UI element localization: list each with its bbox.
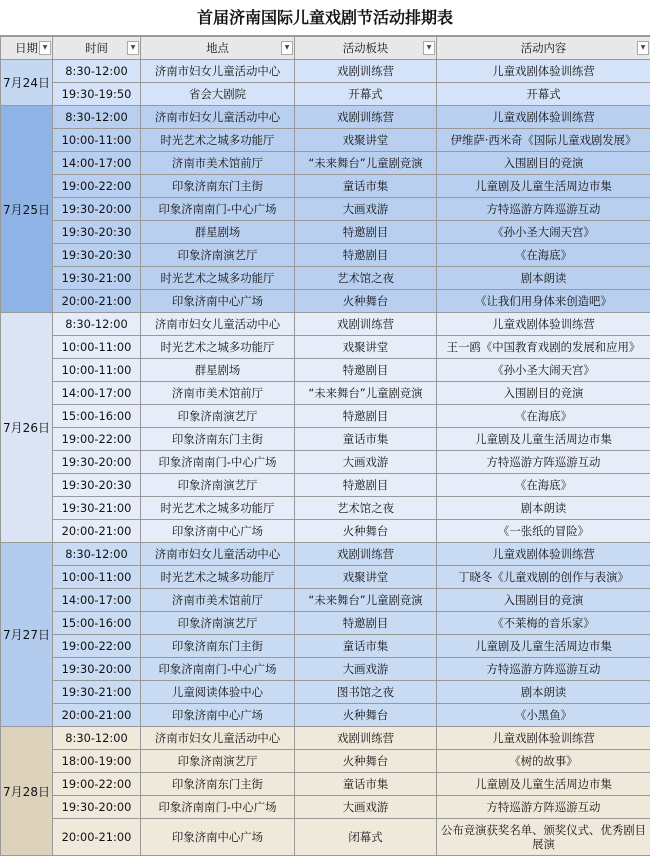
cell-section[interactable]: 火种舞台: [295, 520, 437, 543]
cell-section[interactable]: 戏剧训练营: [295, 106, 437, 129]
table-row: [1, 198, 650, 221]
cell-content[interactable]: 《在海底》: [437, 474, 650, 497]
cell-location[interactable]: 印象济南东门主街: [141, 175, 295, 198]
dropdown-arrow-icon[interactable]: ▼: [127, 41, 139, 55]
cell-section[interactable]: 戏剧训练营: [295, 60, 437, 83]
table-row: [1, 221, 650, 244]
table-row: [1, 474, 650, 497]
cell-location[interactable]: 印象济南演艺厅: [141, 244, 295, 267]
table-row: [1, 244, 650, 267]
cell-content[interactable]: 儿童戏剧体验训练营: [437, 313, 650, 336]
cell-location[interactable]: 时光艺术之城多功能厅: [141, 129, 295, 152]
header-location[interactable]: [141, 37, 295, 60]
table-row: [1, 819, 650, 856]
header-label: 活动板块: [343, 41, 389, 55]
header-label: 地点: [206, 41, 229, 55]
cell-time[interactable]: 14:00-17:00: [53, 152, 141, 175]
cell-section[interactable]: 大画戏游: [295, 198, 437, 221]
cell-time[interactable]: 8:30-12:00: [53, 543, 141, 566]
cell-time[interactable]: 8:30-12:00: [53, 60, 141, 83]
table-row: [1, 175, 650, 198]
cell-location[interactable]: 济南市美术馆前厅: [141, 382, 295, 405]
cell-time[interactable]: 20:00-21:00: [53, 704, 141, 727]
table-row: [1, 359, 650, 382]
table-row: [1, 704, 650, 727]
cell-location[interactable]: 印象济南演艺厅: [141, 750, 295, 773]
cell-content[interactable]: 开幕式: [437, 83, 650, 106]
header-label: 日期: [15, 41, 38, 55]
cell-section[interactable]: 童话市集: [295, 635, 437, 658]
table-row: [1, 520, 650, 543]
cell-time[interactable]: 20:00-21:00: [53, 520, 141, 543]
header-content[interactable]: [437, 37, 650, 60]
table-row: [1, 129, 650, 152]
cell-content[interactable]: 儿童戏剧体验训练营: [437, 106, 650, 129]
dropdown-arrow-icon[interactable]: ▼: [39, 41, 51, 55]
cell-content[interactable]: 《孙小圣大闹天宫》: [437, 221, 650, 244]
cell-section[interactable]: 火种舞台: [295, 704, 437, 727]
cell-time[interactable]: 19:30-21:00: [53, 681, 141, 704]
cell-location[interactable]: 时光艺术之城多功能厅: [141, 267, 295, 290]
cell-time[interactable]: 19:00-22:00: [53, 175, 141, 198]
table-row: [1, 83, 650, 106]
header-date[interactable]: [1, 37, 53, 60]
cell-content[interactable]: 方特巡游方阵巡游互动: [437, 796, 650, 819]
cell-content[interactable]: 儿童戏剧体验训练营: [437, 727, 650, 750]
cell-content[interactable]: 丁晓冬《儿童戏剧的创作与表演》: [437, 566, 650, 589]
cell-section[interactable]: 开幕式: [295, 83, 437, 106]
cell-time[interactable]: 8:30-12:00: [53, 727, 141, 750]
cell-location[interactable]: 印象济南南门-中心广场: [141, 198, 295, 221]
cell-time[interactable]: 10:00-11:00: [53, 129, 141, 152]
cell-date[interactable]: 7月26日: [1, 313, 53, 543]
cell-content[interactable]: 儿童戏剧体验训练营: [437, 543, 650, 566]
cell-location[interactable]: 印象济南中心广场: [141, 290, 295, 313]
cell-time[interactable]: 19:30-19:50: [53, 83, 141, 106]
cell-location[interactable]: 时光艺术之城多功能厅: [141, 336, 295, 359]
table-row: [1, 451, 650, 474]
cell-time[interactable]: 14:00-17:00: [53, 382, 141, 405]
cell-section[interactable]: 特邀剧目: [295, 221, 437, 244]
cell-time[interactable]: 8:30-12:00: [53, 106, 141, 129]
cell-location[interactable]: 印象济南中心广场: [141, 520, 295, 543]
table-row: [1, 612, 650, 635]
cell-section[interactable]: 艺术馆之夜: [295, 267, 437, 290]
cell-content[interactable]: 《在海底》: [437, 244, 650, 267]
table-row: [1, 405, 650, 428]
table-row: [1, 658, 650, 681]
cell-location[interactable]: 儿童阅读体验中心: [141, 681, 295, 704]
table-row: [1, 750, 650, 773]
table-row: [1, 382, 650, 405]
cell-content[interactable]: 儿童剧及儿童生活周边市集: [437, 175, 650, 198]
dropdown-arrow-icon[interactable]: ▼: [423, 41, 435, 55]
cell-content[interactable]: 方特巡游方阵巡游互动: [437, 198, 650, 221]
cell-location[interactable]: 济南市妇女儿童活动中心: [141, 543, 295, 566]
cell-time[interactable]: 15:00-16:00: [53, 612, 141, 635]
cell-time[interactable]: 19:00-22:00: [53, 428, 141, 451]
cell-date[interactable]: 7月24日: [1, 60, 53, 106]
cell-location[interactable]: 印象济南南门-中心广场: [141, 796, 295, 819]
cell-section[interactable]: 大画戏游: [295, 796, 437, 819]
cell-section[interactable]: “未来舞台”儿童剧竞演: [295, 152, 437, 175]
cell-location[interactable]: 印象济南南门-中心广场: [141, 658, 295, 681]
cell-section[interactable]: 特邀剧目: [295, 359, 437, 382]
schedule-table: [0, 36, 650, 856]
page-title: 首届济南国际儿童戏剧节活动排期表: [0, 0, 650, 36]
cell-location[interactable]: 印象济南演艺厅: [141, 474, 295, 497]
cell-time[interactable]: 18:00-19:00: [53, 750, 141, 773]
table-row: [1, 497, 650, 520]
cell-content[interactable]: 《在海底》: [437, 405, 650, 428]
cell-content[interactable]: 入围剧目的竞演: [437, 589, 650, 612]
table-row: [1, 796, 650, 819]
table-row: [1, 543, 650, 566]
cell-section[interactable]: 火种舞台: [295, 290, 437, 313]
cell-content[interactable]: 《孙小圣大闹天宫》: [437, 359, 650, 382]
cell-content[interactable]: 《小黑鱼》: [437, 704, 650, 727]
cell-section[interactable]: 特邀剧目: [295, 612, 437, 635]
cell-time[interactable]: 10:00-11:00: [53, 336, 141, 359]
header-label: 时间: [85, 41, 108, 55]
cell-content[interactable]: 剧本朗读: [437, 497, 650, 520]
cell-section[interactable]: 戏剧训练营: [295, 313, 437, 336]
cell-location[interactable]: 济南市妇女儿童活动中心: [141, 60, 295, 83]
cell-content[interactable]: 方特巡游方阵巡游互动: [437, 658, 650, 681]
cell-time[interactable]: 19:30-20:00: [53, 451, 141, 474]
cell-section[interactable]: 闭幕式: [295, 819, 437, 856]
cell-location[interactable]: 印象济南中心广场: [141, 704, 295, 727]
cell-content[interactable]: 《不莱梅的音乐家》: [437, 612, 650, 635]
cell-section[interactable]: 特邀剧目: [295, 244, 437, 267]
cell-section[interactable]: 戏聚讲堂: [295, 129, 437, 152]
cell-time[interactable]: 19:30-21:00: [53, 267, 141, 290]
table-row: [1, 267, 650, 290]
cell-section[interactable]: 艺术馆之夜: [295, 497, 437, 520]
cell-location[interactable]: 印象济南演艺厅: [141, 405, 295, 428]
cell-section[interactable]: 童话市集: [295, 428, 437, 451]
table-header: [1, 37, 650, 60]
cell-section[interactable]: “未来舞台”儿童剧竞演: [295, 382, 437, 405]
cell-content[interactable]: 《让我们用身体来创造吧》: [437, 290, 650, 313]
header-label: 活动内容: [521, 41, 567, 55]
table-row: [1, 313, 650, 336]
table-body: [1, 60, 650, 856]
table-row: [1, 773, 650, 796]
cell-time[interactable]: 19:30-20:30: [53, 244, 141, 267]
cell-time[interactable]: 10:00-11:00: [53, 359, 141, 382]
cell-location[interactable]: 印象济南中心广场: [141, 819, 295, 856]
table-row: [1, 152, 650, 175]
cell-time[interactable]: 20:00-21:00: [53, 819, 141, 856]
cell-section[interactable]: 火种舞台: [295, 750, 437, 773]
cell-time[interactable]: 19:30-20:30: [53, 221, 141, 244]
cell-date[interactable]: 7月27日: [1, 543, 53, 727]
cell-section[interactable]: 戏剧训练营: [295, 727, 437, 750]
cell-date[interactable]: 7月28日: [1, 727, 53, 856]
cell-location[interactable]: 印象济南东门主街: [141, 635, 295, 658]
header-section[interactable]: [295, 37, 437, 60]
cell-time[interactable]: 20:00-21:00: [53, 290, 141, 313]
cell-section[interactable]: 戏聚讲堂: [295, 566, 437, 589]
cell-section[interactable]: “未来舞台”儿童剧竞演: [295, 589, 437, 612]
table-row: [1, 106, 650, 129]
cell-content[interactable]: 剧本朗读: [437, 267, 650, 290]
cell-content[interactable]: 《一张纸的冒险》: [437, 520, 650, 543]
cell-section[interactable]: 特邀剧目: [295, 405, 437, 428]
cell-location[interactable]: 印象济南东门主街: [141, 428, 295, 451]
cell-location[interactable]: 济南市美术馆前厅: [141, 152, 295, 175]
dropdown-arrow-icon[interactable]: ▼: [281, 41, 293, 55]
cell-content[interactable]: 剧本朗读: [437, 681, 650, 704]
cell-content[interactable]: 伊维萨·西米奇《国际儿童戏剧发展》: [437, 129, 650, 152]
cell-location[interactable]: 群星剧场: [141, 359, 295, 382]
cell-location[interactable]: 济南市妇女儿童活动中心: [141, 727, 295, 750]
cell-time[interactable]: 19:30-20:30: [53, 474, 141, 497]
cell-location[interactable]: 时光艺术之城多功能厅: [141, 497, 295, 520]
table-row: [1, 635, 650, 658]
cell-time[interactable]: 19:30-20:00: [53, 658, 141, 681]
cell-location[interactable]: 印象济南演艺厅: [141, 612, 295, 635]
cell-content[interactable]: 方特巡游方阵巡游互动: [437, 451, 650, 474]
cell-location[interactable]: 群星剧场: [141, 221, 295, 244]
cell-section[interactable]: 图书馆之夜: [295, 681, 437, 704]
table-row: [1, 727, 650, 750]
cell-time[interactable]: 19:00-22:00: [53, 773, 141, 796]
cell-section[interactable]: 童话市集: [295, 773, 437, 796]
header-time[interactable]: [53, 37, 141, 60]
cell-section[interactable]: 童话市集: [295, 175, 437, 198]
table-row: [1, 589, 650, 612]
cell-time[interactable]: 8:30-12:00: [53, 313, 141, 336]
cell-location[interactable]: 时光艺术之城多功能厅: [141, 566, 295, 589]
cell-content[interactable]: 入围剧目的竞演: [437, 152, 650, 175]
cell-time[interactable]: 19:30-20:00: [53, 796, 141, 819]
cell-time[interactable]: 19:30-21:00: [53, 497, 141, 520]
cell-location[interactable]: 济南市美术馆前厅: [141, 589, 295, 612]
cell-section[interactable]: 大画戏游: [295, 451, 437, 474]
cell-time[interactable]: 19:00-22:00: [53, 635, 141, 658]
cell-section[interactable]: 特邀剧目: [295, 474, 437, 497]
cell-location[interactable]: 印象济南南门-中心广场: [141, 451, 295, 474]
cell-content[interactable]: 王一鸥《中国教育戏剧的发展和应用》: [437, 336, 650, 359]
cell-location[interactable]: 省会大剧院: [141, 83, 295, 106]
cell-section[interactable]: 大画戏游: [295, 658, 437, 681]
cell-content[interactable]: 《树的故事》: [437, 750, 650, 773]
table-row: [1, 290, 650, 313]
table-row: [1, 566, 650, 589]
cell-section[interactable]: 戏剧训练营: [295, 543, 437, 566]
cell-time[interactable]: 14:00-17:00: [53, 589, 141, 612]
table-row: [1, 336, 650, 359]
cell-content[interactable]: 儿童戏剧体验训练营: [437, 60, 650, 83]
cell-location[interactable]: 印象济南东门主街: [141, 773, 295, 796]
table-row: [1, 60, 650, 83]
cell-content[interactable]: 公布竞演获奖名单、颁奖仪式、优秀剧目展演: [437, 819, 650, 856]
table-row: [1, 428, 650, 451]
table-row: [1, 681, 650, 704]
cell-location[interactable]: 济南市妇女儿童活动中心: [141, 106, 295, 129]
cell-time[interactable]: 15:00-16:00: [53, 405, 141, 428]
cell-time[interactable]: 10:00-11:00: [53, 566, 141, 589]
cell-content[interactable]: 儿童剧及儿童生活周边市集: [437, 428, 650, 451]
cell-content[interactable]: 儿童剧及儿童生活周边市集: [437, 635, 650, 658]
cell-content[interactable]: 儿童剧及儿童生活周边市集: [437, 773, 650, 796]
cell-date[interactable]: 7月25日: [1, 106, 53, 313]
cell-time[interactable]: 19:30-20:00: [53, 198, 141, 221]
cell-content[interactable]: 入围剧目的竞演: [437, 382, 650, 405]
cell-location[interactable]: 济南市妇女儿童活动中心: [141, 313, 295, 336]
dropdown-arrow-icon[interactable]: ▼: [637, 41, 649, 55]
cell-section[interactable]: 戏聚讲堂: [295, 336, 437, 359]
